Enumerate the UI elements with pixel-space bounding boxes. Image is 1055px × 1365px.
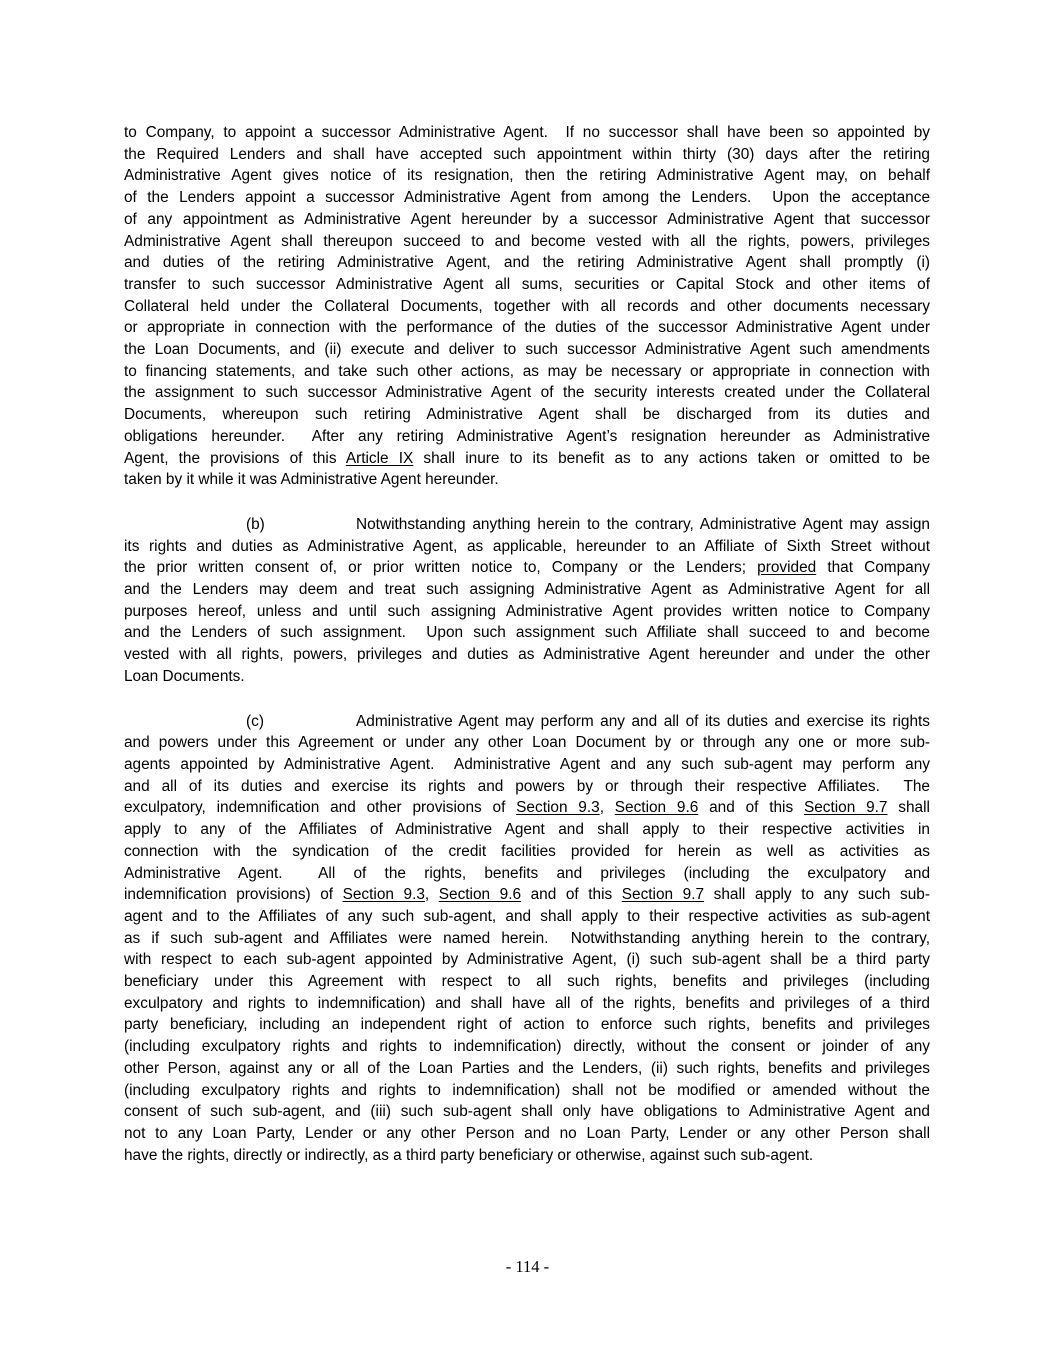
underlined-reference: Section 9.7	[621, 886, 705, 904]
text-line: beneficiary under this Agreement with respect to all such rights, benefits and privileges (including	[124, 973, 930, 991]
text-line: other Person, against any or all of the Loan Parties and the Lenders, (ii) such rights, benefits and privileges	[124, 1059, 930, 1077]
text-line: and powers under this Agreement or under any other Loan Document by or through any one or more sub-	[124, 734, 930, 752]
text-line: agents appointed by Administrative Agent. Administrative Agent and any such sub-agent may perform any	[124, 755, 930, 773]
text-line: the assignment to such successor Administrative Agent of the security interests created under the Collateral	[124, 384, 930, 402]
paragraph-label: (b)	[246, 515, 265, 533]
underlined-reference: Section 9.6	[614, 799, 699, 817]
text-line: the prior written consent of, or prior written notice to, Company or the Lenders; provided that Company	[124, 559, 930, 577]
text-line: and the Lenders may deem and treat such assigning Administrative Agent as Administrative Agent for all	[124, 581, 930, 599]
text-line: Loan Documents.	[124, 667, 245, 685]
text-line: to financing statements, and take such other actions, as may be necessary or appropriate in connection with	[124, 362, 930, 380]
text-line: the Required Lenders and shall have accepted such appointment within thirty (30) days after the retiring	[124, 145, 930, 163]
text-line: not to any Loan Party, Lender or any other Person and no Loan Party, Lender or any other Person shall	[124, 1124, 930, 1142]
text-line: and the Lenders of such assignment. Upon such assignment such Affiliate shall succeed to and become	[124, 624, 930, 642]
paragraph	[124, 514, 930, 688]
underlined-reference: Section 9.6	[438, 886, 522, 904]
text-line: connection with the syndication of the credit facilities provided for herein as well as activities as	[124, 842, 930, 860]
underlined-reference: Section 9.7	[803, 799, 888, 817]
text-line: its rights and duties as Administrative Agent, as applicable, hereunder to an Affiliate of Sixth Street without	[124, 537, 930, 555]
page-number: - 114 -	[505, 1257, 550, 1276]
text-line: obligations hereunder. After any retiring Administrative Agent’s resignation hereunder as Administrative	[124, 427, 930, 445]
paragraph	[124, 711, 930, 1167]
paragraph-label: (c)	[246, 712, 264, 730]
text-line: (including exculpatory rights and rights to indemnification) shall not be modified or amended without the	[124, 1081, 930, 1099]
text-line: (b) Notwithstanding anything herein to the contrary, Administrative Agent may assign	[124, 514, 930, 536]
text-line: as if such sub-agent and Affiliates were named herein. Notwithstanding anything herein to the contrary,	[124, 929, 930, 947]
text-line: and all of its duties and exercise its rights and powers by or through their respective Affiliates. The	[124, 777, 930, 795]
text-line: and duties of the retiring Administrative Agent, and the retiring Administrative Agent shall promptly (i)	[124, 254, 930, 272]
text-line: purposes hereof, unless and until such assigning Administrative Agent provides written notice to Company	[124, 602, 930, 620]
text-line: transfer to such successor Administrative Agent all sums, securities or Capital Stock and other items of	[124, 275, 930, 293]
text-line: of any appointment as Administrative Agent hereunder by a successor Administrative Agent that successor	[124, 210, 930, 228]
underlined-reference: provided	[757, 559, 817, 577]
text-line: Administrative Agent shall thereupon succeed to and become vested with all the rights, powers, privileges	[124, 232, 930, 250]
text-line: or appropriate in connection with the performance of the duties of the successor Administrative Agent under	[124, 319, 930, 337]
paragraph	[124, 122, 930, 491]
text-line: Collateral held under the Collateral Documents, together with all records and other documents necessary	[124, 297, 930, 315]
text-line: Documents, whereupon such retiring Administrative Agent shall be discharged from its duties and	[124, 406, 930, 424]
text-line: Administrative Agent gives notice of its resignation, then the retiring Administrative Agent may, on behalf	[124, 167, 930, 185]
text-line: indemnification provisions) of Section 9.3, Section 9.6 and of this Section 9.7 shall apply to any such sub-	[124, 886, 930, 904]
text-line: consent of such sub-agent, and (iii) such sub-agent shall only have obligations to Administrative Agent and	[124, 1103, 930, 1121]
text-line: (c) Administrative Agent may perform any and all of its duties and exercise its rights	[124, 711, 930, 733]
text-line: the Loan Documents, and (ii) execute and deliver to such successor Administrative Agent such amendments	[124, 341, 930, 359]
text-line: agent and to the Affiliates of any such sub-agent, and shall apply to their respective activities as sub-agent	[124, 907, 930, 925]
underlined-reference: Section 9.3	[342, 886, 425, 904]
text-line: taken by it while it was Administrative Agent hereunder.	[124, 471, 499, 489]
document-body	[124, 122, 930, 1166]
text-line: (including exculpatory rights and rights to indemnification) directly, without the consent or joinder of any	[124, 1038, 930, 1056]
text-line: vested with all rights, powers, privileges and duties as Administrative Agent hereunder and under the other	[124, 646, 930, 664]
text-line: to Company, to appoint a successor Administrative Agent. If no successor shall have been so appointed by	[124, 124, 930, 141]
text-line: exculpatory and rights to indemnification) and shall have all of the rights, benefits and privileges of a third	[124, 994, 930, 1012]
text-line: party beneficiary, including an independent right of action to enforce such rights, benefits and privileges	[124, 1016, 930, 1034]
text-line: with respect to each sub-agent appointed by Administrative Agent, (i) such sub-agent shall be a third party	[124, 951, 930, 969]
text-line: apply to any of the Affiliates of Administrative Agent and shall apply to their respective activities in	[124, 821, 930, 839]
text-line: Agent, the provisions of this Article IX shall inure to its benefit as to any actions taken or omitted to be	[124, 449, 931, 467]
text-line: of the Lenders appoint a successor Administrative Agent from among the Lenders. Upon the acceptance	[124, 189, 930, 207]
underlined-reference: Section 9.3	[516, 799, 600, 817]
text-line: have the rights, directly or indirectly, as a third party beneficiary or otherwise, against such sub-agent.	[124, 1146, 814, 1164]
text-line: Administrative Agent. All of the rights, benefits and privileges (including the exculpatory and	[124, 864, 930, 882]
underlined-reference: Article IX	[345, 449, 414, 467]
text-line: exculpatory, indemnification and other provisions of Section 9.3, Section 9.6 and of this Section 9.7 shall	[124, 799, 930, 817]
